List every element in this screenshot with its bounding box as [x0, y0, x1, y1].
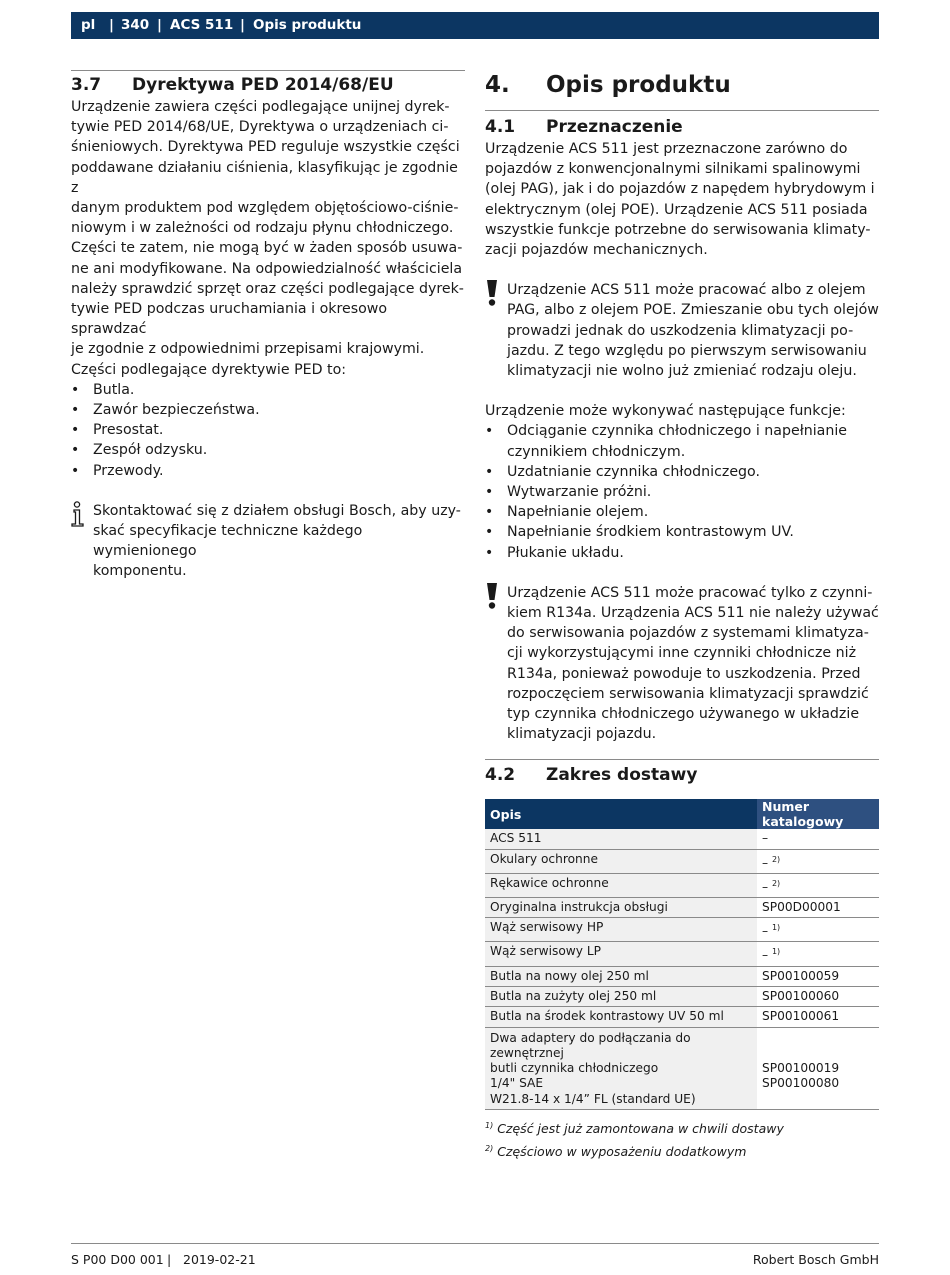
cell-text: SP00100059	[762, 968, 840, 983]
footnote-ref: 2)	[771, 854, 781, 864]
delivery-table	[485, 799, 879, 1109]
section-heading-4-1	[485, 111, 879, 139]
ped-paragraph-line: Urządzenie zawiera części podlegające unijnej dyrek-	[71, 99, 450, 115]
warning-refrigerant-line: klimatyzacji pojazdu.	[507, 726, 657, 743]
cell-text: Wąż serwisowy LP	[490, 944, 602, 959]
bullet-icon: •	[71, 462, 80, 479]
section-title: Dyrektywa PED 2014/68/EU	[132, 75, 394, 95]
table-row	[485, 873, 879, 897]
cell-description	[485, 918, 757, 942]
warning-refrigerant-line: cji wykorzystującymi inne czynniki chłodnicze niż	[507, 645, 857, 662]
list-item-text: czynnikiem chłodniczym.	[507, 443, 686, 460]
cell-description	[485, 898, 757, 918]
cell-text: SP00100080	[762, 1076, 840, 1091]
cell-text: Dwa adaptery do podłączania do zewnętrznej	[490, 1030, 691, 1060]
warning-refrigerant-line: kiem R134a. Urządzenia ACS 511 nie należy używać	[507, 605, 879, 622]
footnote-text: Część jest już zamontowana w chwili dostawy	[497, 1120, 784, 1136]
page-footer	[71, 1243, 879, 1267]
column-header-catalog-number: Numer katalogowy	[757, 799, 879, 829]
cell-description	[485, 873, 757, 897]
cell-dash: –	[762, 855, 769, 870]
cell-text: Rękawice ochronne	[490, 875, 609, 890]
warning-refrigerant-line: rozpoczęciem serwisowania klimatyzacji sprawdzić	[507, 685, 869, 702]
table-row	[485, 829, 879, 849]
cell-text: 1/4" SAE	[490, 1076, 544, 1091]
cell-text: SP00100019	[762, 1061, 840, 1076]
table-body	[485, 829, 879, 1109]
column-header-opis: Opis	[485, 799, 757, 829]
cell-text: Butla na zużyty olej 250 ml	[490, 988, 657, 1003]
table-row	[485, 849, 879, 873]
section-heading-3-7	[71, 71, 465, 97]
list-item-text: Napełnianie olejem.	[507, 504, 649, 521]
cell-catalog-number	[757, 966, 879, 986]
footnote	[485, 1139, 879, 1162]
warning-note-oil	[485, 280, 879, 381]
warning-oil-line: PAG, albo z olejem POE. Zmieszanie obu tych olejów	[507, 302, 879, 319]
info-text-line: skać specyfikacje techniczne każdego wymienionego	[93, 523, 363, 560]
list-item-text: Uzdatnianie czynnika chłodniczego.	[507, 463, 760, 480]
header-model: ACS 511	[170, 17, 234, 33]
list-item	[485, 482, 879, 502]
info-text-line: komponentu.	[93, 563, 187, 580]
intro-line: (olej PAG), jak i do pojazdów z napędem hybrydowym i	[485, 181, 875, 198]
warning-icon	[485, 280, 499, 310]
cell-text: Oryginalna instrukcja obsługi	[490, 900, 668, 914]
ped-paragraph-line: danym produktem pod względem objętościowo-ciśnie-	[71, 200, 459, 217]
cell-text	[762, 1046, 874, 1061]
warning-oil-line: prowadzi jednak do uszkodzenia klimatyzacji po-	[507, 322, 854, 339]
list-item-text: Napełnianie środkiem kontrastowym UV.	[507, 524, 794, 541]
cell-description	[485, 1027, 757, 1109]
footnote	[485, 1116, 879, 1139]
ped-paragraph-line: ne ani modyfikowane. Na odpowiedzialność właściciela	[71, 260, 463, 277]
cell-dash: –	[762, 924, 769, 939]
cell-catalog-number	[757, 1007, 879, 1027]
warning-refrigerant-line: R134a, ponieważ powoduje to uszkodzenia. Przed	[507, 665, 861, 682]
footer-company: Robert Bosch GmbH	[752, 1252, 879, 1267]
footer-date: 2019-02-21	[183, 1252, 256, 1267]
list-item	[485, 502, 879, 522]
list-item	[71, 420, 465, 440]
ped-paragraph-line: śnieniowych. Dyrektywa PED reguluje wszystkie części	[71, 139, 460, 156]
cell-text: Butla na nowy olej 250 ml	[490, 968, 649, 983]
bullet-icon: •	[71, 442, 80, 459]
warning-icon	[485, 583, 499, 613]
table-row	[485, 966, 879, 986]
bullet-icon: •	[485, 544, 494, 561]
list-item	[71, 400, 465, 420]
warning-refrigerant-line: do serwisowania pojazdów z systemami klimatyza-	[507, 625, 869, 642]
footnotes	[485, 1116, 879, 1162]
cell-dash: –	[762, 880, 769, 894]
list-item	[485, 421, 879, 461]
bullet-icon: •	[485, 423, 494, 440]
intro-line: pojazdów z konwencjonalnymi silnikami spalinowymi	[485, 161, 861, 178]
list-item-text: Zespół odzysku.	[93, 442, 208, 459]
warning-text-oil	[507, 280, 879, 381]
table-header-row	[485, 799, 879, 829]
footnote-ref: 1)	[771, 923, 781, 933]
cell-catalog-number	[757, 986, 879, 1006]
footnote-text: Częściowo w wyposażeniu dodatkowym	[497, 1144, 747, 1160]
cell-catalog-number	[757, 1027, 879, 1109]
cell-dash: –	[762, 831, 769, 846]
ped-parts-list	[71, 380, 465, 481]
list-item	[485, 462, 879, 482]
list-item-text: Przewody.	[93, 462, 164, 479]
cell-text: Okulary ochronne	[490, 851, 598, 866]
cell-text: W21.8-14 x 1/4” FL (standard UE)	[490, 1091, 696, 1106]
header-section: Opis produktu	[253, 17, 362, 33]
header-sep-3: |	[240, 17, 245, 33]
cell-catalog-number	[757, 873, 879, 897]
page-header	[71, 12, 879, 39]
warning-oil-line: Urządzenie ACS 511 może pracować albo z olejem	[507, 282, 866, 299]
cell-text: Wąż serwisowy HP	[490, 920, 604, 935]
table-row	[485, 898, 879, 918]
right-column	[485, 70, 879, 1162]
cell-catalog-number	[757, 898, 879, 918]
list-item	[71, 440, 465, 460]
cell-description	[485, 942, 757, 966]
cell-text: ACS 511	[490, 831, 542, 846]
left-column	[71, 70, 465, 582]
intro-line: elektrycznym (olej POE). Urządzenie ACS 511 posiada	[485, 201, 868, 218]
ped-paragraph-line: je zgodnie z odpowiednimi przepisami krajowymi.	[71, 341, 425, 358]
bullet-icon: •	[485, 504, 494, 521]
list-item-text: Odciąganie czynnika chłodniczego i napełnianie	[507, 423, 848, 440]
warning-oil-line: jazdu. Z tego względu po pierwszym serwisowaniu	[507, 342, 867, 359]
ped-paragraph-line: tywie PED 2014/68/UE, Dyrektywa o urządzeniach ci-	[71, 119, 449, 136]
header-lang: pl	[81, 17, 96, 33]
list-item-text: Butla.	[93, 381, 135, 398]
list-item-text: Zawór bezpieczeństwa.	[93, 402, 260, 419]
warning-text-refrigerant	[507, 583, 879, 745]
section-title: Zakres dostawy	[546, 765, 698, 786]
header-page-number: 340	[121, 17, 150, 33]
list-item	[71, 380, 465, 400]
bullet-icon: •	[71, 402, 80, 419]
section-title: Przeznaczenie	[546, 117, 683, 137]
info-note	[71, 501, 465, 582]
table-row	[485, 918, 879, 942]
chapter-heading-4	[485, 70, 879, 110]
list-item	[485, 543, 879, 563]
cell-text: Butla na środek kontrastowy UV 50 ml	[490, 1009, 724, 1024]
table-row	[485, 942, 879, 966]
bullet-icon: •	[485, 463, 494, 480]
footnote-ref: 2)	[771, 878, 781, 888]
cell-dash: –	[762, 948, 769, 963]
footnote-ref: 1)	[771, 947, 781, 957]
section-number: 4.2	[485, 765, 516, 786]
intro-line: Urządzenie ACS 511 jest przeznaczone zarówno do	[485, 141, 848, 157]
bullet-icon: •	[71, 422, 80, 439]
intro-paragraph	[485, 139, 879, 260]
bullet-icon: •	[71, 381, 80, 398]
warning-refrigerant-line: typ czynnika chłodniczego używanego w układzie	[507, 706, 860, 723]
cell-text: SP00100061	[762, 1009, 840, 1024]
list-item	[71, 461, 465, 481]
footer-sep: |	[167, 1252, 172, 1267]
bullet-icon: •	[485, 524, 494, 541]
cell-text: SP00100060	[762, 988, 840, 1003]
ped-paragraph-line: należy sprawdzić sprzęt oraz części podlegające dyrek-	[71, 280, 464, 297]
list-item-text: Płukanie układu.	[507, 544, 624, 561]
list-item	[485, 522, 879, 542]
cell-text: butli czynnika chłodniczego	[490, 1061, 659, 1076]
section-number: 4.1	[485, 117, 516, 137]
chapter-number: 4.	[485, 72, 510, 98]
ped-paragraph-line: Części podlegające dyrektywie PED to:	[71, 361, 347, 378]
table-row	[485, 1007, 879, 1027]
cell-description	[485, 829, 757, 849]
info-text-line: Skontaktować się z działem obsługi Bosch, aby uzy-	[93, 502, 461, 519]
ped-paragraph	[71, 97, 465, 380]
functions-intro: Urządzenie może wykonywać następujące funkcje:	[485, 403, 846, 420]
warning-refrigerant-line: Urządzenie ACS 511 może pracować tylko z czynni-	[507, 584, 873, 601]
ped-paragraph-line: poddawane działaniu ciśnienia, klasyfikując je zgodnie z	[71, 159, 458, 196]
list-item-text: Presostat.	[93, 422, 164, 439]
ped-paragraph-line: tywie PED podczas uruchamiania i okresowo sprawdzać	[71, 301, 388, 338]
cell-catalog-number	[757, 829, 879, 849]
section-heading-4-2	[485, 760, 879, 787]
bullet-icon: •	[485, 484, 494, 501]
ped-paragraph-line: Części te zatem, nie mogą być w żaden sposób usuwa-	[71, 240, 463, 257]
cell-catalog-number	[757, 918, 879, 942]
cell-description	[485, 849, 757, 873]
table-row	[485, 1027, 879, 1109]
info-text	[93, 501, 465, 582]
cell-description	[485, 986, 757, 1006]
cell-description	[485, 966, 757, 986]
functions-list	[485, 421, 879, 562]
footer-doc-number: S P00 D00 001	[71, 1252, 164, 1267]
footnote-mark: 1)	[485, 1120, 494, 1130]
cell-description	[485, 1007, 757, 1027]
header-sep-2: |	[157, 17, 162, 33]
cell-text	[762, 1031, 874, 1046]
warning-note-refrigerant	[485, 583, 879, 745]
info-icon	[71, 501, 87, 531]
cell-catalog-number	[757, 942, 879, 966]
chapter-title: Opis produktu	[546, 72, 731, 98]
list-item-text: Wytwarzanie próżni.	[507, 484, 652, 501]
intro-line: wszystkie funkcje potrzebne do serwisowania klimaty-	[485, 221, 871, 238]
ped-paragraph-line: niowym i w zależności od rodzaju płynu chłodniczego.	[71, 220, 454, 237]
cell-text: SP00D00001	[762, 900, 841, 914]
warning-oil-line: klimatyzacji nie wolno już zmieniać rodzaju oleju.	[507, 363, 857, 380]
table-row	[485, 986, 879, 1006]
intro-line: zacji pojazdów mechanicznych.	[485, 242, 708, 259]
section-number: 3.7	[71, 75, 102, 95]
footnote-mark: 2)	[485, 1143, 494, 1153]
cell-catalog-number	[757, 849, 879, 873]
header-sep-1: |	[109, 17, 114, 33]
